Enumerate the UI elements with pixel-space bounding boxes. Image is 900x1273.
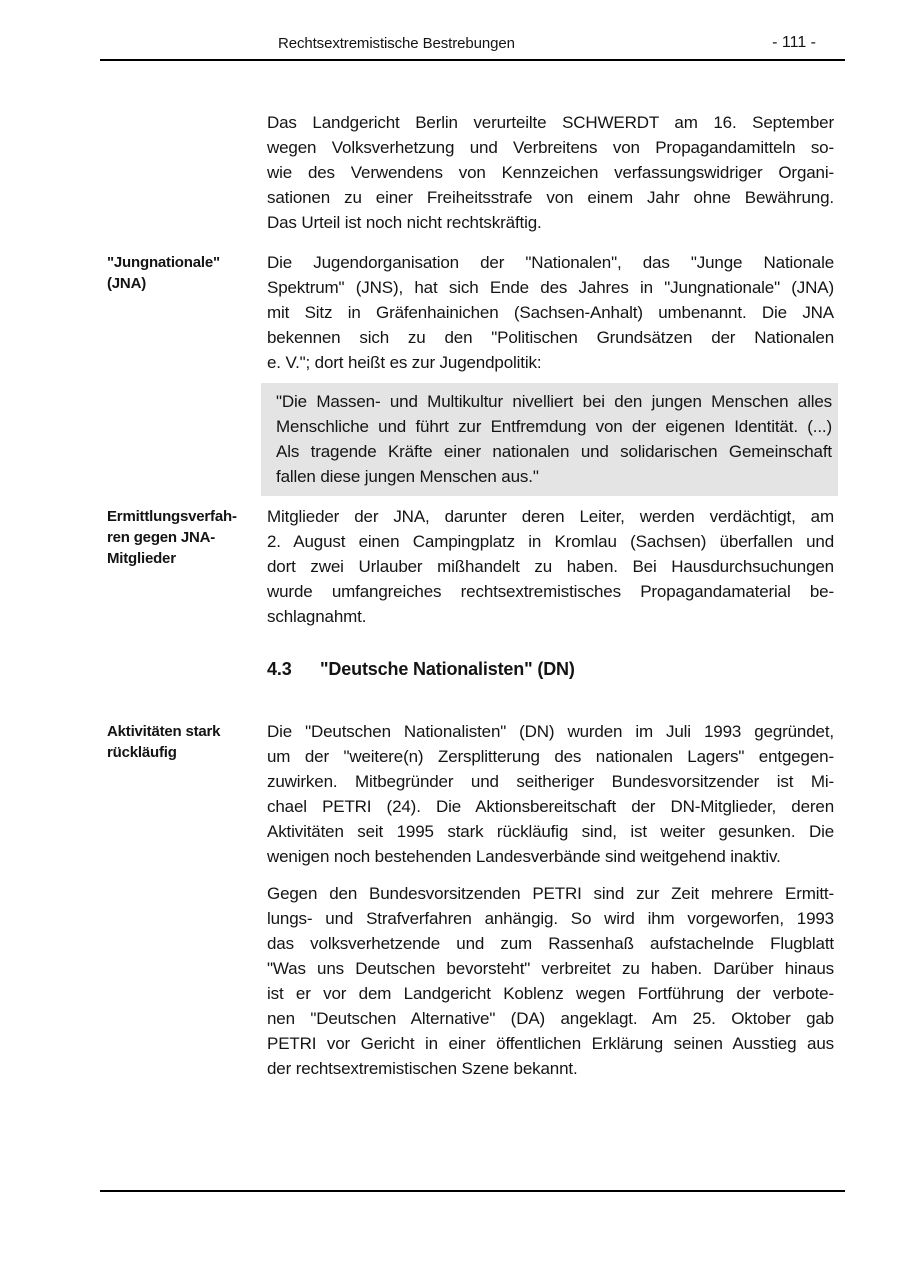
paragraph xyxy=(267,504,834,629)
text-line: Das Urteil ist noch nicht rechtskräftig. xyxy=(267,213,542,232)
content-row-jna-investigation xyxy=(107,504,848,629)
paragraph xyxy=(267,383,834,496)
section-title: "Deutsche Nationalisten" (DN) xyxy=(320,659,575,679)
text-line: Aktivitäten seit 1995 stark rückläufig sind, ist weiter gesunken. Die xyxy=(267,822,834,841)
text-line: e. V."; dort heißt es zur Jugendpolitik: xyxy=(267,353,542,372)
text-line: "Was uns Deutschen bevorsteht" verbreitet zu haben. Darüber hinaus xyxy=(267,959,834,978)
margin-note xyxy=(107,719,267,763)
text-line: Spektrum" (JNS), hat sich Ende des Jahres in "Jungnationale" (JNA) xyxy=(267,278,834,297)
text-line: Die Jugendorganisation der "Nationalen", das "Junge Nationale xyxy=(267,253,834,272)
text-line: schlagnahmt. xyxy=(267,607,367,626)
margin-note xyxy=(107,504,267,569)
section-number: 4.3 xyxy=(267,659,292,679)
text-line: der rechtsextremistischen Szene bekannt. xyxy=(267,1059,578,1078)
text-line: dort zwei Urlauber mißhandelt zu haben. Bei Hausdurchsuchungen xyxy=(267,557,834,576)
content-row-petri-cases xyxy=(107,881,848,1081)
text-line: nen "Deutschen Alternative" (DA) angeklagt. Am 25. Oktober gab xyxy=(267,1009,834,1028)
margin-note-line: Mitglieder xyxy=(107,550,176,567)
text-line: Als tragende Kräfte einer nationalen und solidarischen Gemeinschaft xyxy=(276,442,832,461)
margin-note-line: Aktivitäten stark xyxy=(107,723,221,740)
text-line: um der "weitere(n) Zersplitterung des nationalen Lagers" entgegen- xyxy=(267,747,834,766)
text-line: fallen diese jungen Menschen aus." xyxy=(276,467,539,486)
text-line: "Die Massen- und Multikultur nivelliert bei den jungen Menschen alles xyxy=(276,392,832,411)
text-line: wegen Volksverhetzung und Verbreitens von Propagandamitteln so- xyxy=(267,138,834,157)
content-row-section-4-3 xyxy=(107,657,848,682)
paragraph xyxy=(267,881,834,1081)
text-line: bekennen sich zu den "Politischen Grundsätzen der Nationalen xyxy=(267,328,834,347)
running-header-title: Rechtsextremistische Bestrebungen xyxy=(278,35,515,52)
text-line: wurde umfangreiches rechtsextremistisches Propagandamaterial be- xyxy=(267,582,834,601)
text-line: 2. August einen Campingplatz in Kromlau (Sachsen) überfallen und xyxy=(267,532,834,551)
content-row-jna-quote xyxy=(107,383,848,496)
margin-note-line: ren gegen JNA- xyxy=(107,529,216,546)
text-line: sationen zu einer Freiheitsstrafe von einem Jahr ohne Bewährung. xyxy=(267,188,834,207)
text-line: Gegen den Bundesvorsitzenden PETRI sind zur Zeit mehrere Ermitt- xyxy=(267,884,834,903)
section-heading-container xyxy=(267,657,834,682)
content xyxy=(107,110,848,1081)
text-line: zuwirken. Mitbegründer und seitheriger Bundesvorsitzender ist Mi- xyxy=(267,772,834,791)
margin-note-line: (JNA) xyxy=(107,275,146,292)
text-line: lungs- und Strafverfahren anhängig. So wird ihm vorgeworfen, 1993 xyxy=(267,909,834,928)
content-row-jna-rename xyxy=(107,250,848,375)
content-row-schwerdt-verdict xyxy=(107,110,848,235)
margin-note xyxy=(107,250,267,294)
paragraph xyxy=(267,719,834,869)
margin-note-line: "Jungnationale" xyxy=(107,254,220,271)
text-line: wie des Verwendens von Kennzeichen verfassungswidriger Organi- xyxy=(267,163,834,182)
margin-note-line: rückläufig xyxy=(107,744,177,761)
text-line: Das Landgericht Berlin verurteilte SCHWERDT am 16. September xyxy=(267,113,834,132)
section-heading xyxy=(267,657,834,682)
margin-note xyxy=(107,881,267,883)
quote-block xyxy=(261,383,838,496)
header-rule xyxy=(100,59,845,61)
page-number: - 111 - xyxy=(772,34,816,51)
text-line: chael PETRI (24). Die Aktionsbereitschaft der DN-Mitglieder, deren xyxy=(267,797,834,816)
text-line: das volksverhetzende und zum Rassenhaß aufstachelnde Flugblatt xyxy=(267,934,834,953)
text-line: wenigen noch bestehenden Landesverbände sind weitgehend inaktiv. xyxy=(267,847,781,866)
text-line: ist er vor dem Landgericht Koblenz wegen Fortführung der verbote- xyxy=(267,984,834,1003)
text-line: PETRI vor Gericht in einer öffentlichen Erklärung seinen Ausstieg aus xyxy=(267,1034,834,1053)
margin-note xyxy=(107,657,267,659)
margin-note xyxy=(107,110,267,112)
paragraph xyxy=(267,250,834,375)
paragraph xyxy=(267,110,834,235)
text-line: Die "Deutschen Nationalisten" (DN) wurden im Juli 1993 gegründet, xyxy=(267,722,834,741)
margin-note-line: Ermittlungsverfah- xyxy=(107,508,237,525)
text-line: mit Sitz in Gräfenhainichen (Sachsen-Anhalt) umbenannt. Die JNA xyxy=(267,303,834,322)
content-row-dn-intro xyxy=(107,719,848,869)
footer-rule xyxy=(100,1190,845,1192)
text-line: Mitglieder der JNA, darunter deren Leiter, werden verdächtigt, am xyxy=(267,507,834,526)
margin-note xyxy=(107,383,267,385)
text-line: Menschliche und führt zur Entfremdung von der eigenen Identität. (...) xyxy=(276,417,832,436)
